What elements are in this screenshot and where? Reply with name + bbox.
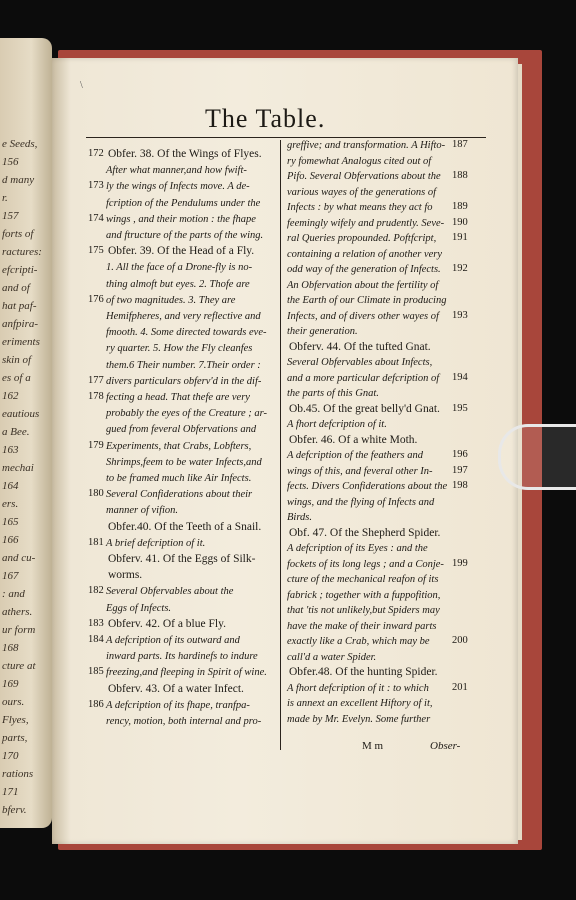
previous-page-text: and of: [2, 282, 30, 294]
entry-text: fcription of the Pendulums under the: [106, 197, 261, 209]
page-number: 194: [452, 371, 468, 383]
entry-heading: Obf. 47. Of the Shepherd Spider.: [289, 526, 441, 539]
entry-text: A defcription of its Eyes : and the: [287, 543, 428, 554]
entry-text: fects. Divers Confiderations about the: [287, 481, 448, 492]
page-number: 178: [88, 391, 104, 402]
page-number: 189: [452, 201, 468, 212]
page-number: 192: [452, 263, 468, 274]
previous-page-text: 167: [2, 570, 19, 582]
previous-page-text: skin of: [2, 354, 32, 366]
page-number: 198: [452, 480, 468, 491]
entry-text: that 'tis not unlikely,but Spiders may: [287, 605, 440, 616]
page-number: 188: [452, 170, 468, 181]
page-number: 183: [88, 617, 104, 629]
page-number: 197: [452, 464, 468, 476]
entry-text: After what manner,and how fwift-: [106, 165, 247, 177]
entry-text: Shrimps,feem to be water Infects,and: [106, 456, 262, 468]
page-number: 199: [452, 557, 468, 569]
page-title: The Table.: [205, 104, 326, 133]
previous-page-text: ur form: [2, 624, 36, 636]
page-number: 187: [452, 139, 468, 150]
previous-page-text: es of a: [2, 372, 31, 384]
entry-text: greffive; and transformation. A Hifto-: [287, 140, 446, 151]
entry-text: and ftructure of the parts of the wing.: [106, 230, 264, 241]
corner-mark: \: [80, 80, 83, 91]
previous-page-text: eautious: [2, 408, 40, 420]
previous-page-text: 170: [2, 750, 19, 762]
entry-text: Experiments, that Crabs, Lobfters,: [106, 440, 252, 452]
previous-page-text: 162: [2, 390, 19, 402]
page-number: 195: [452, 402, 468, 414]
previous-page-text: a Bee.: [2, 426, 30, 438]
entry-text: probably the eyes of the Creature ; ar-: [106, 408, 268, 420]
entry-heading: Obfer.40. Of the Teeth of a Snail.: [108, 520, 262, 533]
entry-text: call'd a water Spider.: [287, 651, 377, 663]
page-number: 182: [88, 585, 104, 597]
entry-text: ly the wings of Infects move. A de-: [106, 181, 250, 193]
entry-heading: Obferv. 44. Of the tufted Gnat.: [289, 340, 431, 353]
previous-page-text: and cu-: [2, 552, 36, 564]
previous-page-text: 168: [2, 642, 19, 654]
page-number: 191: [452, 232, 468, 243]
entry-text: 1. All the face of a Drone-fly is no-: [106, 262, 253, 274]
previous-page-text: athers.: [2, 606, 33, 618]
previous-page-text: 157: [2, 210, 19, 222]
entry-heading: Ob.45. Of the great belly'd Gnat.: [289, 402, 440, 415]
previous-page-text: ractures:: [2, 246, 42, 258]
previous-page-text: rations: [2, 768, 34, 780]
entry-text: A defcription of its outward and: [106, 635, 240, 646]
entry-text: fmooth. 4. Some directed towards eve-: [106, 327, 267, 339]
page-number: 179: [88, 439, 104, 451]
entry-text: manner of vifion.: [106, 505, 179, 517]
entry-text: them.6 Their number. 7.Their order :: [106, 359, 261, 371]
previous-page-text: d many: [2, 174, 35, 186]
entry-heading: Obferv. 43. Of a water Infect.: [108, 682, 244, 695]
entry-text: their generation.: [287, 326, 358, 337]
page-number: 174: [88, 212, 104, 224]
signature-mark: M m: [362, 740, 384, 752]
previous-page-text: mechai: [2, 462, 34, 474]
entry-heading: Obfer. 38. Of the Wings of Flyes.: [108, 148, 262, 160]
entry-text: fabrick ; together with a fuppofition,: [287, 589, 441, 601]
previous-page-text: forts of: [2, 228, 34, 240]
page-number: 185: [88, 666, 104, 678]
entry-text: rency, motion, both internal and pro-: [106, 716, 262, 727]
entry-heading: Obfer. 39. Of the Head of a Fly.: [108, 245, 255, 258]
previous-page-text: 164: [2, 480, 19, 492]
entry-text: fockets of its long legs ; and a Conje-: [287, 558, 444, 570]
entry-text: Infects : by what means they act fo: [287, 202, 433, 213]
page-number: 190: [452, 216, 468, 228]
entry-text: Several Obfervables about Infects,: [287, 357, 433, 368]
page-number: 186: [88, 698, 104, 710]
entry-text: the Earth of our Climate in producing: [287, 295, 447, 306]
entry-text: A defcription of its fhape, tranfpa-: [106, 699, 250, 711]
page-number: 201: [452, 681, 468, 693]
entry-heading: Obfer.48. Of the hunting Spider.: [289, 666, 438, 678]
page-number: 173: [88, 180, 104, 192]
column-divider: [280, 140, 281, 750]
catchword: Obser-: [430, 740, 461, 752]
entry-text: thing almoft but eyes. 2. Thofe are: [106, 278, 250, 290]
entry-text: exactly like a Crab, which may be: [287, 636, 430, 647]
previous-page-text: e Seeds,: [2, 138, 38, 150]
entry-text: freezing,and fleeping in Spirit of wine.: [106, 667, 267, 679]
entry-text: ry fomewhat Analogus cited out of: [287, 155, 432, 167]
previous-page-text: 156: [2, 156, 19, 168]
page-number: 175: [88, 245, 104, 257]
entry-heading: Obfer. 46. Of a white Moth.: [289, 433, 418, 446]
entry-text: feemingly wifely and prudently. Seve-: [287, 217, 445, 229]
entry-text: to be framed much like Air Infects.: [106, 473, 252, 484]
previous-page-text: hat paf-: [2, 300, 37, 312]
previous-page-text: anfpira-: [2, 318, 39, 330]
entry-text: made by Mr. Evelyn. Some further: [287, 713, 431, 725]
entry-text: wings , and their motion : the fhape: [106, 213, 256, 225]
previous-page-text: Flyes,: [2, 714, 29, 726]
page-number: 177: [88, 374, 104, 386]
page-number: 193: [452, 309, 468, 321]
entry-text: An Obfervation about the fertility of: [287, 279, 439, 291]
entry-heading: worms.: [108, 569, 143, 582]
entry-text: of two magnitudes. 3. They are: [106, 294, 236, 306]
entry-text: Birds.: [287, 512, 312, 523]
previous-page-text: : and: [2, 588, 25, 600]
entry-text: A brief defcription of it.: [106, 537, 206, 549]
entry-text: wings, and the flying of Infects and: [287, 496, 435, 508]
previous-page-text: 166: [2, 534, 19, 546]
entry-heading: Obferv. 41. Of the Eggs of Silk-: [108, 553, 256, 565]
entry-text: Pifo. Several Obfervations about the: [287, 171, 441, 182]
entry-text: Eggs of Infects.: [106, 602, 172, 614]
entry-text: ral Queries propounded. Poftfcript,: [287, 233, 437, 244]
entry-text: odd way of the generation of Infects.: [287, 264, 441, 275]
entry-text: wings of this, and feveral other In-: [287, 465, 433, 477]
entry-text: ry quarter. 5. How the Fly cleanfes: [106, 343, 253, 355]
previous-page-text: efcripti-: [2, 264, 38, 276]
entry-text: inward parts. Its hardinefs to indure: [106, 651, 258, 663]
page-number: 176: [88, 293, 104, 305]
previous-page-text: 163: [2, 444, 19, 456]
previous-page-text: ers.: [2, 498, 19, 510]
entry-text: is annext an excellent Hiftory of it,: [287, 698, 433, 709]
previous-page-text: 169: [2, 678, 19, 690]
entry-text: and a more particular defcription of: [287, 372, 440, 384]
entry-text: fecting a head. That thefe are very: [106, 392, 250, 403]
previous-page-text: r.: [2, 192, 8, 204]
previous-page-text: bferv.: [2, 804, 27, 816]
previous-page-text: 165: [2, 516, 19, 528]
entry-text: Several Confiderations about their: [106, 489, 253, 501]
header-rule: [86, 137, 486, 138]
previous-page-edge: [0, 38, 52, 828]
entry-text: containing a relation of another very: [287, 248, 443, 260]
entry-text: divers particulars obferv'd in the dif-: [106, 375, 262, 387]
entry-text: Hemifpheres, and very reflective and: [106, 311, 261, 322]
previous-page-text: 171: [2, 786, 19, 798]
page-number: 200: [452, 635, 468, 646]
previous-page-text: ours.: [2, 696, 25, 708]
page-number: 180: [88, 488, 104, 500]
page-number: 196: [452, 449, 468, 460]
previous-page-text: cture at: [2, 660, 36, 672]
entry-text: A fhort defcription of it : to which: [287, 682, 429, 694]
previous-page-text: parts,: [2, 732, 28, 744]
entry-text: cture of the mechanical reafon of its: [287, 574, 439, 585]
entry-text: have the make of their inward parts: [287, 620, 437, 632]
entry-text: gued from feveral Obfervations and: [106, 424, 257, 436]
entry-text: various wayes of the generations of: [287, 186, 437, 198]
entry-text: A defcription of the feathers and: [287, 450, 423, 461]
entry-heading: Obferv. 42. Of a blue Fly.: [108, 617, 226, 630]
previous-page-text: eriments: [2, 336, 40, 348]
entry-text: the parts of this Gnat.: [287, 388, 379, 399]
page-number: 181: [88, 536, 104, 548]
entry-text: A fhort defcription of it.: [287, 419, 387, 430]
page-clip: [498, 424, 576, 490]
page-number: 184: [88, 634, 104, 645]
entry-text: Several Obfervables about the: [106, 586, 234, 598]
entry-text: Infects, and of divers other wayes of: [287, 310, 439, 322]
page-number: 172: [88, 148, 104, 159]
